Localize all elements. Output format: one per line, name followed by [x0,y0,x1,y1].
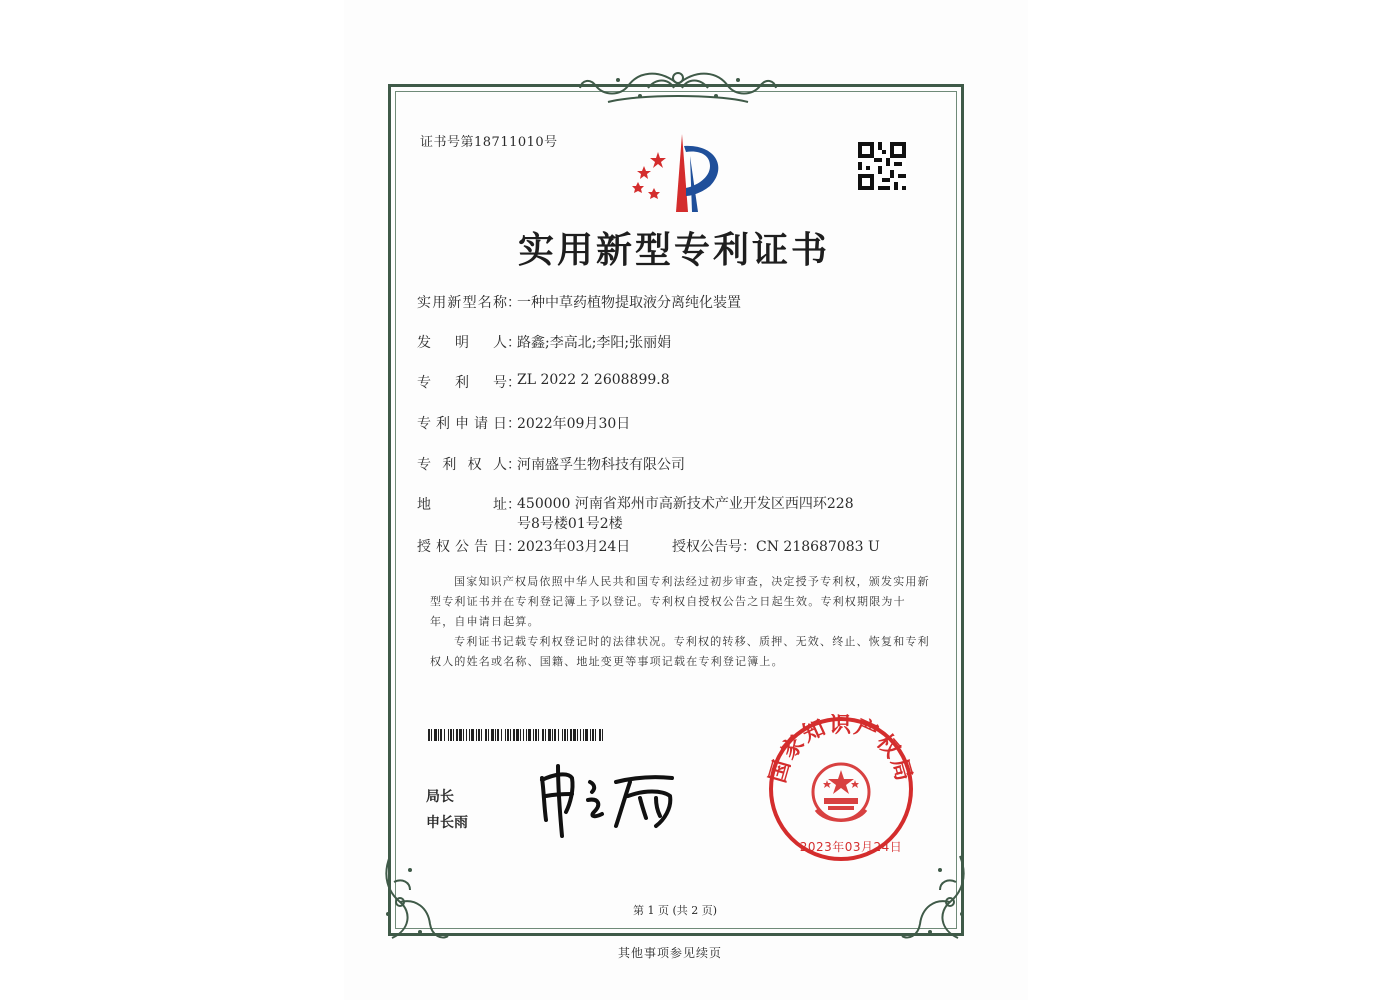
certificate-number: 证书号第18711010号 [420,135,558,150]
grant-publication-number: CN 218687083 U [756,539,880,555]
field-patent-number: 专 利 号 ： ZL 2022 2 2608899.8 [417,372,670,391]
page-number: 第 1 页 (共 2 页) [632,904,718,917]
field-grant-publication-number [672,536,880,556]
qr-code [858,142,906,194]
field-label: 地 址 [417,497,507,513]
patent-number: ZL 2022 2 2608899.8 [517,372,670,388]
filing-date: 2022年09月30日 [517,416,631,432]
seal-date: 2023年03月24日 [799,840,903,854]
field-label: 授 权 公 告 日 [417,539,507,555]
patentee-address: 450000 河南省郑州市高新技术产业开发区西四环228号8号楼01号2楼 [517,496,854,532]
director-signature [532,760,682,844]
field-address: 地 址 ： 450000 河南省郑州市高新技术产业开发区西四环228号8号楼01号2楼 [417,494,867,534]
continued-note: 其他事项参见续页 [617,946,722,960]
utility-model-name: 一种中草药植物提取液分离纯化装置 [517,295,741,311]
inventor-names: 路鑫;李高北;李阳;张丽娟 [517,335,672,351]
corner-ornament-bottom-left [380,852,450,944]
field-filing-date: 专 利 申 请 日 ： 2022年09月30日 [417,413,630,433]
field-label: 实 用 新 型 名 称 [417,295,507,311]
field-label: 专 利 申 请 日 [417,416,507,432]
field-utility-model-name: 实 用 新 型 名 称 ： 一种中草药植物提取液分离纯化装置 [417,292,741,312]
field-label: 发 明 人 [417,335,507,351]
grant-publication-label: 授权公告号： [672,539,756,555]
field-label: 专 利 权 人 [417,457,507,473]
director-title: 局长 [426,789,454,805]
barcode [428,726,604,745]
top-ornament [578,66,778,110]
legal-notice-1: 国家知识产权局依照中华人民共和国专利法经过初步审查，决定授予专利权，颁发实用新型专利证书并在专利登记簿上予以登记。专利权自授权公告之日起生效。专利权期限为十年，自申请日起算。 [430,575,930,628]
patentee-name: 河南盛孚生物科技有限公司 [517,457,685,473]
director-name: 申长雨 [426,815,468,831]
svg-text:国家知识产权局: 国家知识产权局 [766,714,916,786]
grant-announcement-date: 2023年03月24日 [517,539,631,555]
field-inventor: 发 明 人 ： 路鑫;李高北;李阳;张丽娟 [417,332,671,352]
field-label: 专 利 号 [417,375,507,391]
field-grant-date: 授 权 公 告 日 ： 2023年03月24日 [417,536,630,556]
cnipa-logo-icon [624,132,728,220]
field-patentee: 专 利 权 人 ： 河南盛孚生物科技有限公司 [417,454,685,474]
certificate-title: 实用新型专利证书 [517,230,830,271]
legal-notice-2: 专利证书记载专利权登记时的法律状况。专利权的转移、质押、无效、终止、恢复和专利权人的姓名或名称、国籍、地址变更等事项记载在专利登记簿上。 [430,635,930,668]
